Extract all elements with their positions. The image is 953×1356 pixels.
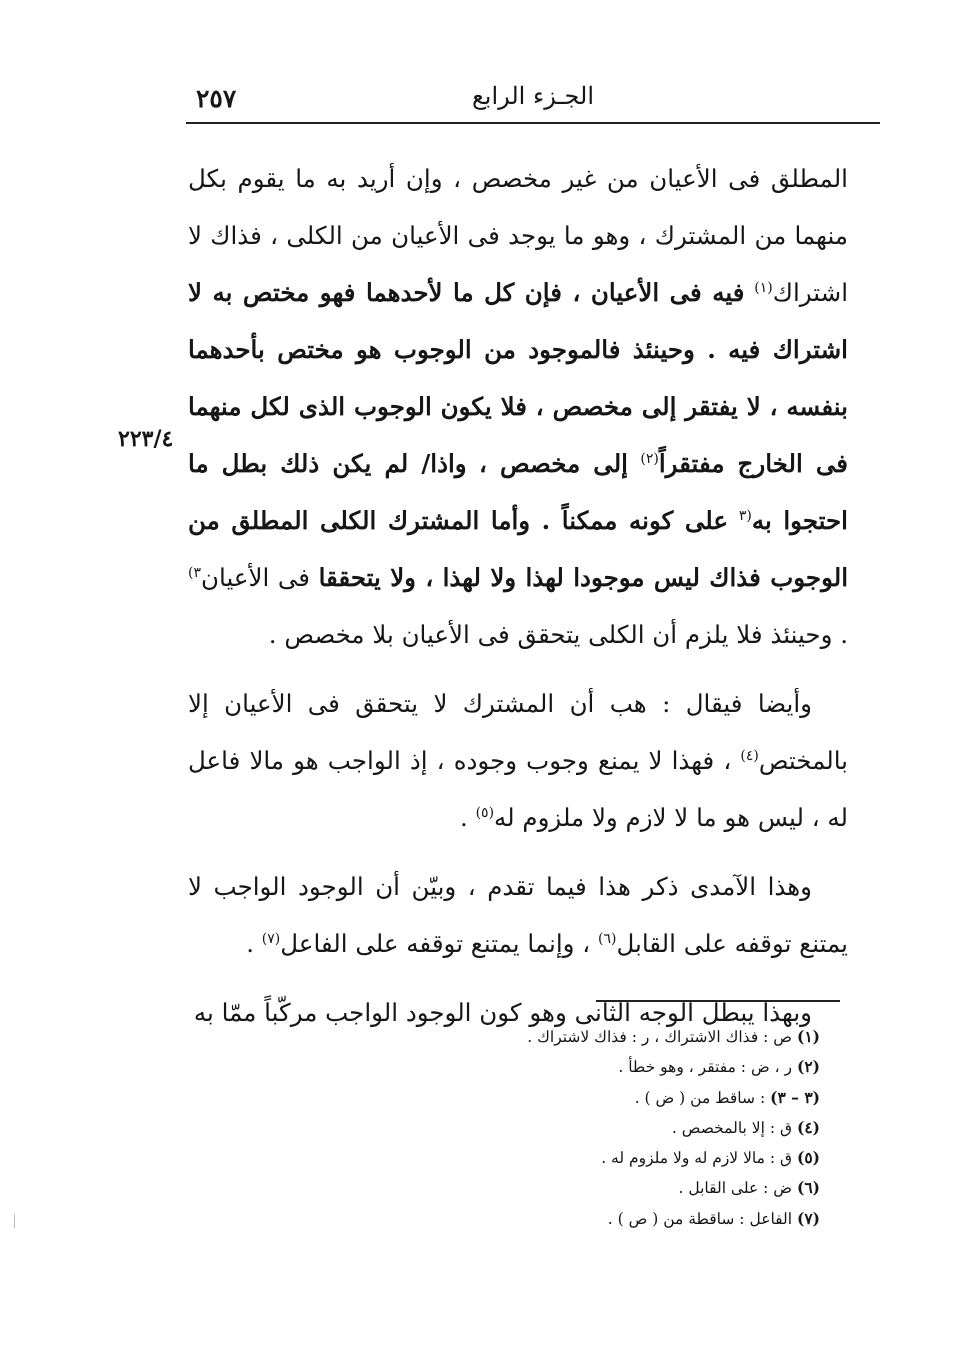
page-header	[186, 78, 880, 124]
margin-reference: ٢٢٣/٤	[118, 426, 174, 452]
footnote-text: : ساقط من ( ض ) .	[634, 1088, 766, 1107]
footnote-text: الفاعل : ساقطة من ( ص ) .	[607, 1209, 793, 1228]
footnote	[420, 1022, 820, 1052]
footnote-marker-3-close: ٣)	[188, 564, 201, 581]
text-run: إلى مخصص ،	[479, 449, 628, 478]
footnote-marker-5: (٥)	[475, 804, 495, 821]
footnote	[420, 1204, 820, 1234]
footnote	[420, 1083, 820, 1113]
footnote-marker-1: (١)	[754, 279, 773, 296]
text-run: وأيضا فيقال : هب أن المشترك لا يتحقق فى الأعيان إلا بالمختص	[188, 689, 848, 775]
footnote-number: (٢)	[796, 1057, 820, 1077]
text-run: وهذا الآمدى ذكر هذا فيما تقدم ، وبيّن أن الوجود الواجب لا يمتنع توقفه على القابل	[188, 872, 848, 958]
text-run: . وحينئذ فلا يلزم أن الكلى يتحقق فى الأعيان بلا مخصص .	[268, 620, 848, 649]
running-title: الجـزء الرابع	[471, 82, 594, 110]
footnote-text: ص : فذاك الاشتراك ، ر : فذاك لاشتراك .	[527, 1028, 793, 1046]
footnote	[420, 1143, 820, 1173]
footnote	[420, 1113, 820, 1143]
text-run: المطلق فى الأعيان من غير مخصص ، وإن أريد به ما يقوم بكل منهما من المشترك ، وهو ما يوجد فى الأعيان من الكلى ، فذاك لا اشتراك	[188, 164, 848, 307]
footnote-number: (٤)	[796, 1117, 820, 1137]
text-run: ، فهذا لا يمنع وجوب وجوده ، إذ الواجب هو مالا فاعل له ، ليس هو ما لا لازم ولا ملزوم له	[188, 746, 848, 832]
footnotes	[420, 1022, 820, 1234]
footnote-number: (٦)	[796, 1178, 820, 1198]
footnote-text: ض : على القابل .	[678, 1179, 793, 1198]
text-run: وبهذا يبطل الوجه الثانى وهو كون الوجود الواجب مركّباً ممّا به	[193, 998, 812, 1027]
footnote	[420, 1173, 820, 1203]
bold-text-run: على كونه ممكناً . وأما المشترك الكلى المطلق من الوجوب فذاك ليس موجودا لهذا ولا لهذا ، ولا يتحققا	[188, 506, 848, 592]
paragraph-3	[188, 858, 848, 972]
paragraph-1	[188, 150, 848, 663]
text-run: .	[459, 803, 468, 832]
footnote-separator	[596, 1000, 840, 1002]
scan-mark	[14, 1214, 15, 1228]
footnote-marker-4: (٤)	[740, 747, 759, 764]
footnote-number: (٥)	[796, 1148, 820, 1168]
main-text	[188, 150, 848, 1041]
footnote-marker-2: (٢)	[640, 450, 659, 467]
text-run: فى الأعيان	[201, 563, 310, 592]
text-run: .	[246, 929, 254, 958]
footnote-number: (١)	[796, 1027, 820, 1046]
footnote	[420, 1052, 820, 1082]
footnote-number: (٧)	[796, 1208, 820, 1228]
footnote-marker-6: (٦)	[597, 930, 617, 947]
paragraph-2	[188, 675, 848, 846]
footnote-text: ق : إلا بالمخصص .	[671, 1118, 793, 1137]
footnote-marker-3-open: (٣	[738, 507, 752, 524]
footnote-text: ر ، ض : مفتقر ، وهو خطأ .	[618, 1058, 793, 1077]
bold-text-run: واذا/ لم يكن ذلك بطل ما احتجوا به	[188, 449, 848, 535]
text-run: فيه فى الأعيان ، فإن كل ما لأحدهما فهو مختص به لا اشتراك فيه . وحينئذ فالموجود من الوجوب هو مختص بأحدهما بنفسه ، لا يفتقر إلى مخصص ، فلا يكون الوجوب الذى لكل منهما فى الخارج مفتقراً	[188, 278, 848, 478]
page-number: ٢٥٧	[196, 84, 237, 113]
footnote-number: (٣ – ٣)	[770, 1087, 820, 1107]
text-run: ، وإنما يمتنع توقفه على الفاعل	[280, 929, 591, 958]
footnote-marker-7: (٧)	[261, 930, 281, 947]
footnote-text: ق : مالا لازم له ولا ملزوم له .	[601, 1149, 793, 1168]
